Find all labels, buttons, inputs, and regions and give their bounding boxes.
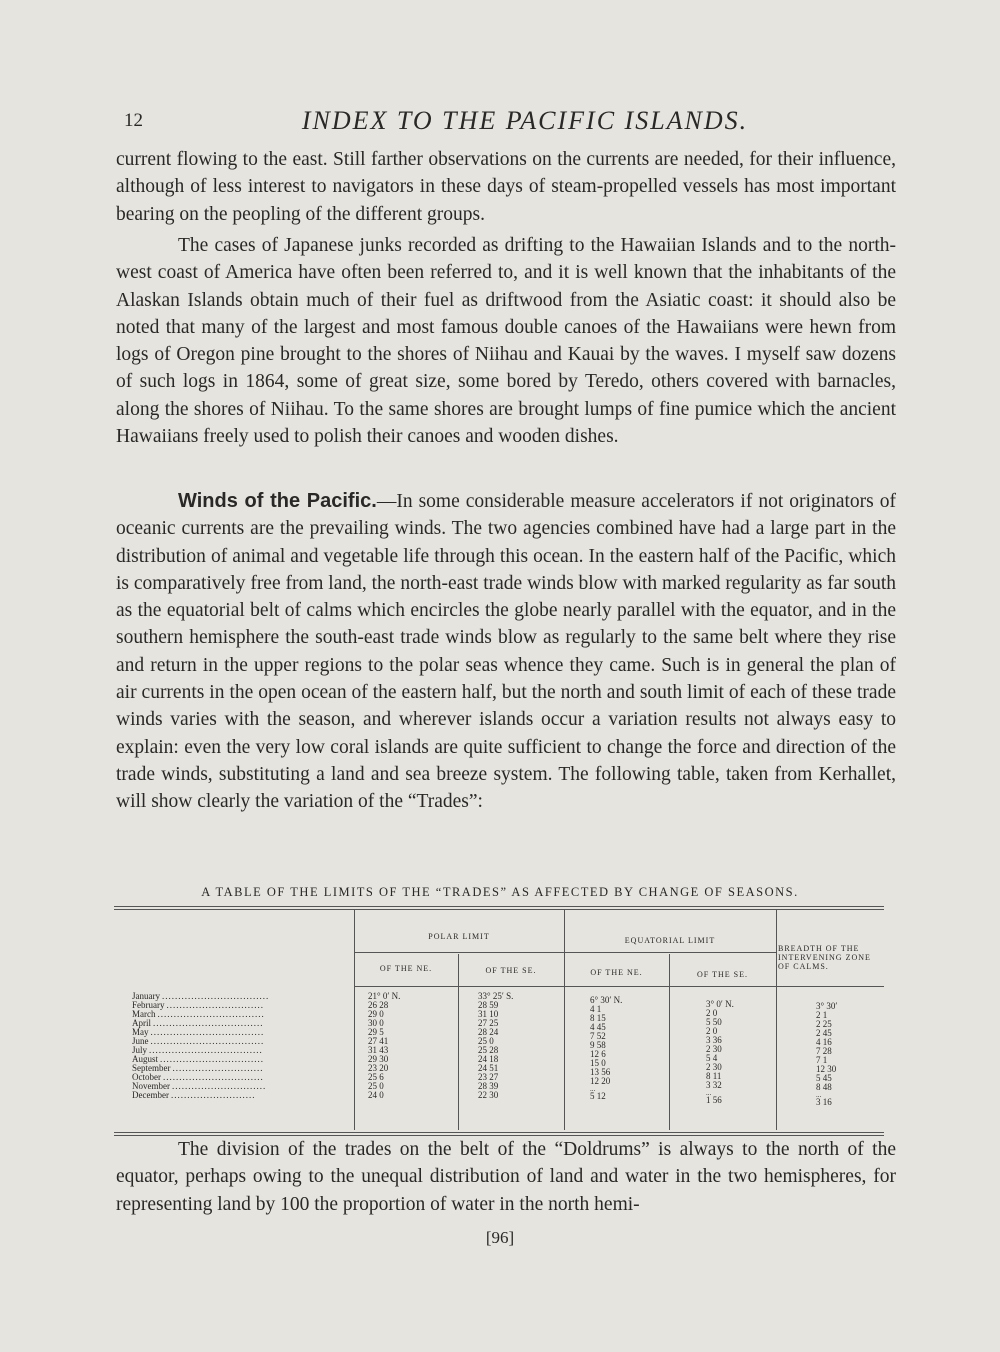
table-cell: 6° 30′ N. <box>590 995 623 1005</box>
header-breadth-calms: BREADTH OF THE INTERVENING ZONE OF CALMS. <box>778 944 871 971</box>
column-eq-ne <box>590 996 622 1101</box>
table-cell: 8 11 <box>706 1071 722 1081</box>
table-cell: 3° 30′ <box>816 1001 838 1011</box>
table-cell: 33° 25′ S. <box>478 991 514 1001</box>
paragraph-text: current flowing to the east. Still farther observations on the currents are needed, for their influence, although of less interest to navigators in these days of steam-propelled vessels has most important bearing on the peopling of the different groups. <box>116 149 896 225</box>
month-row: December .......................... <box>132 1091 256 1100</box>
table-cell: ... <box>590 1085 596 1093</box>
paragraph-currents <box>116 146 896 228</box>
table-cell: 31 43 <box>368 1045 389 1055</box>
table-top-rule-2 <box>114 909 884 910</box>
month-row: October ............................... <box>132 1073 264 1082</box>
table-cell: 5 50 <box>706 1017 722 1027</box>
table-cell: 25 28 <box>478 1045 499 1055</box>
month-column <box>132 992 356 1100</box>
paragraph-winds <box>116 488 896 816</box>
table-cell: 29 30 <box>368 1054 389 1064</box>
table-divider <box>669 954 670 1130</box>
subheader-eq-se: OF THE SE. <box>697 970 748 979</box>
table-cell: 7 1 <box>816 1055 828 1065</box>
table-cell: 24 18 <box>478 1054 499 1064</box>
table-cell: 22 30 <box>478 1090 499 1100</box>
subheader-polar-se: OF THE SE. <box>485 966 537 975</box>
table-cell: 7 28 <box>816 1046 832 1056</box>
table-cell: 3 32 <box>706 1080 722 1090</box>
table-cell: 8 48 <box>816 1082 832 1092</box>
month-row: November ............................. <box>132 1082 267 1091</box>
column-breadth <box>816 1002 837 1107</box>
paragraph-junks <box>116 232 896 450</box>
month-row: August ................................ <box>132 1055 265 1064</box>
paragraph-doldrums <box>116 1136 896 1218</box>
header-equatorial-limit: EQUATORIAL LIMIT <box>624 936 716 945</box>
table-cell: 2 0 <box>706 1008 718 1018</box>
month-row: January ................................. <box>132 992 270 1001</box>
page-number: 12 <box>124 110 143 131</box>
header-rule <box>354 986 884 987</box>
table-cell: 25 6 <box>368 1072 384 1082</box>
table-cell: 27 25 <box>478 1018 499 1028</box>
table-cell: 27 41 <box>368 1036 389 1046</box>
header-polar-limit: POLAR LIMIT <box>428 932 490 941</box>
month-row: July ................................... <box>132 1046 263 1055</box>
table-cell: 28 59 <box>478 1000 499 1010</box>
table-cell: 12 20 <box>590 1076 611 1086</box>
group-rule <box>564 952 776 953</box>
table-cell: 21° 0′ N. <box>368 991 401 1001</box>
table-cell: 7 52 <box>590 1031 606 1041</box>
group-rule <box>354 952 564 953</box>
table-cell: 5 4 <box>706 1053 718 1063</box>
table-cell: 24 0 <box>368 1090 384 1100</box>
table-cell: 3 36 <box>706 1035 722 1045</box>
month-row: April .................................. <box>132 1019 264 1028</box>
table-cell: 9 58 <box>590 1040 606 1050</box>
table-cell: 5 45 <box>816 1073 832 1083</box>
table-cell: 29 0 <box>368 1009 384 1019</box>
month-row: May ................................... <box>132 1028 265 1037</box>
paragraph-text <box>116 488 896 816</box>
table-cell: 2 30 <box>706 1044 722 1054</box>
subheader-polar-ne: OF THE NE. <box>379 964 433 973</box>
month-row: September ............................ <box>132 1064 264 1073</box>
table-cell: 23 20 <box>368 1063 389 1073</box>
table-cell: 1 56 <box>706 1095 722 1105</box>
table-cell: 2 1 <box>816 1010 828 1020</box>
paragraph-text: The division of the trades on the belt of the “Doldrums” is always to the north of the equator, perhaps owing to the unequal distribution of land and water in the two hemispheres, for representing land by 100 the proportion of water in the north hemi- <box>116 1139 896 1215</box>
table-cell: 28 24 <box>478 1027 499 1037</box>
column-polar-ne <box>368 992 400 1100</box>
table-divider <box>458 954 459 1130</box>
month-row: June ................................... <box>132 1037 265 1046</box>
table-cell: 25 0 <box>368 1081 384 1091</box>
table-cell: ... <box>706 1089 712 1097</box>
subheader-eq-ne: OF THE NE. <box>590 968 643 977</box>
original-page-number: [96] <box>485 1228 515 1247</box>
table-cell: 31 10 <box>478 1009 499 1019</box>
table-cell: 4 16 <box>816 1037 832 1047</box>
table-cell: 12 6 <box>590 1049 606 1059</box>
table-cell: 23 27 <box>478 1072 499 1082</box>
table-cell: 15 0 <box>590 1058 606 1068</box>
table-cell: 4 1 <box>590 1004 602 1014</box>
table-cell: 26 28 <box>368 1000 389 1010</box>
page-header <box>120 104 900 140</box>
table-cell: 5 12 <box>590 1091 606 1101</box>
month-row: February .............................. <box>132 1001 264 1010</box>
table-cell: 2 0 <box>706 1026 718 1036</box>
table-cell: 28 39 <box>478 1081 499 1091</box>
table-cell: 4 45 <box>590 1022 606 1032</box>
table-cell: 2 25 <box>816 1019 832 1029</box>
paragraph-body: —In some considerable measure accelerators if not originators of oceanic currents are the prevailing winds. The two agencies combined have had a large part in the distribution of animal and vegetable life through this ocean. In the eastern half of the Pacific, which is comparatively free from land, the north-east trade winds blow with marked regularity as far south as the equatorial belt of calms which encircles the globe nearly parallel with the equator, and in the southern hemisphere the south-east trade winds blow as regularly to the same belt where they rise and return in the upper regions to the polar seas whence they came. Such is in general the plan of air currents in the open ocean of the eastern half, but the north and south limit of each of these trade winds varies with the season, and wherever islands occur a variation results not always easy to explain: even the very low coral islands are quite sufficient to change the force and direction of the trade winds, substituting a land and sea breeze system. The following table, taken from Kerhallet, will show clearly the variation of the “Trades”: <box>116 491 896 813</box>
section-heading: Winds of the Pacific. <box>178 490 377 512</box>
month-row: March ................................. <box>132 1010 265 1019</box>
table-cell: 25 0 <box>478 1036 494 1046</box>
paragraph-text: The cases of Japanese junks recorded as drifting to the Hawaiian Islands and to the north-west coast of America have often been referred to, and it is well known that the inhabitants of the Alaskan Islands obtain much of their fuel as driftwood from the Asiatic coast: it should also be noted that many of the largest and most famous double canoes of the Hawaiians were hewn from logs of Oregon pine brought to the shores of Niihau and Kauai by the waves. I myself saw dozens of such logs in 1864, some of great size, some bored by Teredo, others covered with barnacles, along the shores of Niihau. To the same shores are brought lumps of fine pumice which the ancient Hawaiians freely used to polish their canoes and wooden dishes. <box>116 235 896 448</box>
table-top-rule <box>114 906 884 907</box>
running-title: INDEX TO THE PACIFIC ISLANDS. <box>301 106 749 135</box>
table-bottom-rule <box>114 1132 884 1133</box>
table-cell: 8 15 <box>590 1013 606 1023</box>
table-cell: 30 0 <box>368 1018 384 1028</box>
table-cell: 12 30 <box>816 1064 837 1074</box>
table-cell: 13 56 <box>590 1067 611 1077</box>
table-cell: 2 45 <box>816 1028 832 1038</box>
table-cell: ... <box>816 1091 822 1099</box>
table-cell: 3° 0′ N. <box>706 999 734 1009</box>
column-eq-se <box>706 1000 734 1105</box>
table-cell: 29 5 <box>368 1027 384 1037</box>
table-cell: 24 51 <box>478 1063 499 1073</box>
table-divider <box>776 910 777 1130</box>
table-cell: 3 16 <box>816 1097 832 1107</box>
table-caption: A TABLE OF THE LIMITS OF THE “TRADES” AS AFFECTED BY CHANGE OF SEASONS. <box>201 885 799 899</box>
table-cell: 2 30 <box>706 1062 722 1072</box>
trades-table <box>114 906 884 1138</box>
column-polar-se <box>478 992 513 1100</box>
